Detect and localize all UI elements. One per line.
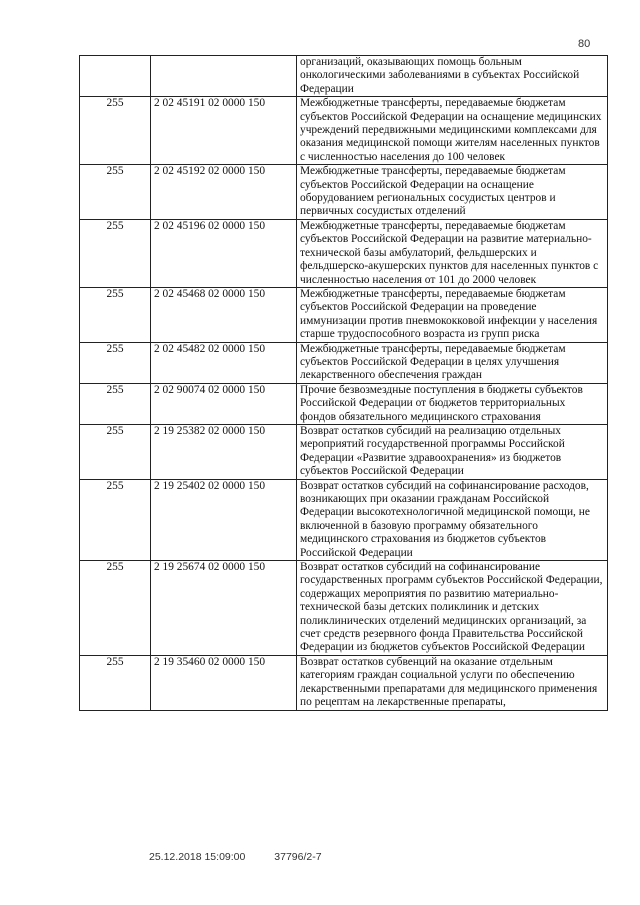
admin-code-cell: 255 — [80, 165, 151, 220]
table-row — [80, 655, 608, 710]
admin-code-cell: 255 — [80, 97, 151, 165]
admin-code-cell: 255 — [80, 383, 151, 424]
table-row — [80, 287, 608, 342]
admin-code-cell: 255 — [80, 655, 151, 710]
revenue-name-cell: Межбюджетные трансферты, передаваемые бюджетам субъектов Российской Федерации на оснащение медицинских учреждений передвижными медицинскими комплексами для оказания медицинской помощи жителям населенных пунктов с численностью населения до 100 человек — [297, 97, 608, 165]
admin-code-cell: 255 — [80, 342, 151, 383]
table-row — [80, 424, 608, 479]
revenue-name-cell: Межбюджетные трансферты, передаваемые бюджетам субъектов Российской Федерации на оснащение оборудованием региональных сосудистых центров и первичных сосудистых отделений — [297, 165, 608, 220]
budget-code-cell: 2 02 45191 02 0000 150 — [151, 97, 297, 165]
budget-code-cell: 2 19 25674 02 0000 150 — [151, 561, 297, 656]
budget-code-cell: 2 19 25402 02 0000 150 — [151, 479, 297, 560]
budget-code-cell: 2 19 25382 02 0000 150 — [151, 424, 297, 479]
budget-code-cell: 2 02 45192 02 0000 150 — [151, 165, 297, 220]
table-row — [80, 56, 608, 97]
table-row — [80, 219, 608, 287]
revenue-name-cell: Межбюджетные трансферты, передаваемые бюджетам субъектов Российской Федерации в целях улучшения лекарственного обеспечения граждан — [297, 342, 608, 383]
admin-code-cell: 255 — [80, 287, 151, 342]
footer-document-id: 37796/2-7 — [274, 851, 322, 863]
table-body — [80, 56, 608, 711]
admin-code-cell: 255 — [80, 219, 151, 287]
revenue-name-cell: Прочие безвозмездные поступления в бюджеты субъектов Российской Федерации от бюджетов территориальных фондов обязательного медицинского страхования — [297, 383, 608, 424]
revenue-name-cell: Возврат остатков субсидий на софинансирование расходов, возникающих при оказании гражданам Российской Федерации высокотехнологичной медицинской помощи, не включенной в базовую программу обязательного медицинского страхования из бюджетов субъектов Российской Федерации — [297, 479, 608, 560]
footer-timestamp: 25.12.2018 15:09:00 — [149, 851, 246, 863]
page-number: 80 — [578, 38, 591, 50]
budget-code-cell — [151, 56, 297, 97]
table-row — [80, 97, 608, 165]
budget-code-cell: 2 19 35460 02 0000 150 — [151, 655, 297, 710]
table-row — [80, 165, 608, 220]
revenue-name-cell: организаций, оказывающих помощь больным онкологическими заболеваниями в субъектах Российской Федерации — [297, 56, 608, 97]
admin-code-cell — [80, 56, 151, 97]
revenue-name-cell: Межбюджетные трансферты, передаваемые бюджетам субъектов Российской Федерации на развитие материально-технической базы амбулаторий, фельдшерских и фельдшерско-акушерских пунктов для населенных пунктов с численностью населения от 101 до 2000 человек — [297, 219, 608, 287]
revenue-name-cell: Возврат остатков субвенций на оказание отдельным категориям граждан социальной услуги по обеспечению лекарственными препаратами для медицинского применения по рецептам на лекарственные препараты, — [297, 655, 608, 710]
budget-code-cell: 2 02 45482 02 0000 150 — [151, 342, 297, 383]
revenue-name-cell: Возврат остатков субсидий на софинансирование государственных программ субъектов Российской Федерации, содержащих мероприятия по развитию материально-технической базы детских поликлиник и детских поликлинических отделений медицинских организаций, за счет средств резервного фонда Правительства Российской Федерации из бюджетов субъектов Российской Федерации — [297, 561, 608, 656]
admin-code-cell: 255 — [80, 561, 151, 656]
table-row — [80, 383, 608, 424]
revenue-name-cell: Межбюджетные трансферты, передаваемые бюджетам субъектов Российской Федерации на проведение иммунизации против пневмококковой инфекции у населения старше трудоспособного возраста из групп риска — [297, 287, 608, 342]
budget-code-cell: 2 02 90074 02 0000 150 — [151, 383, 297, 424]
table-row — [80, 561, 608, 656]
admin-code-cell: 255 — [80, 424, 151, 479]
budget-code-cell: 2 02 45196 02 0000 150 — [151, 219, 297, 287]
admin-code-cell: 255 — [80, 479, 151, 560]
revenue-name-cell: Возврат остатков субсидий на реализацию отдельных мероприятий государственной программы Российской Федерации «Развитие здравоохранения» из бюджетов субъектов Российской Федерации — [297, 424, 608, 479]
document-footer — [149, 851, 348, 863]
table-row — [80, 479, 608, 560]
table-row — [80, 342, 608, 383]
budget-classification-table — [79, 55, 608, 711]
budget-code-cell: 2 02 45468 02 0000 150 — [151, 287, 297, 342]
